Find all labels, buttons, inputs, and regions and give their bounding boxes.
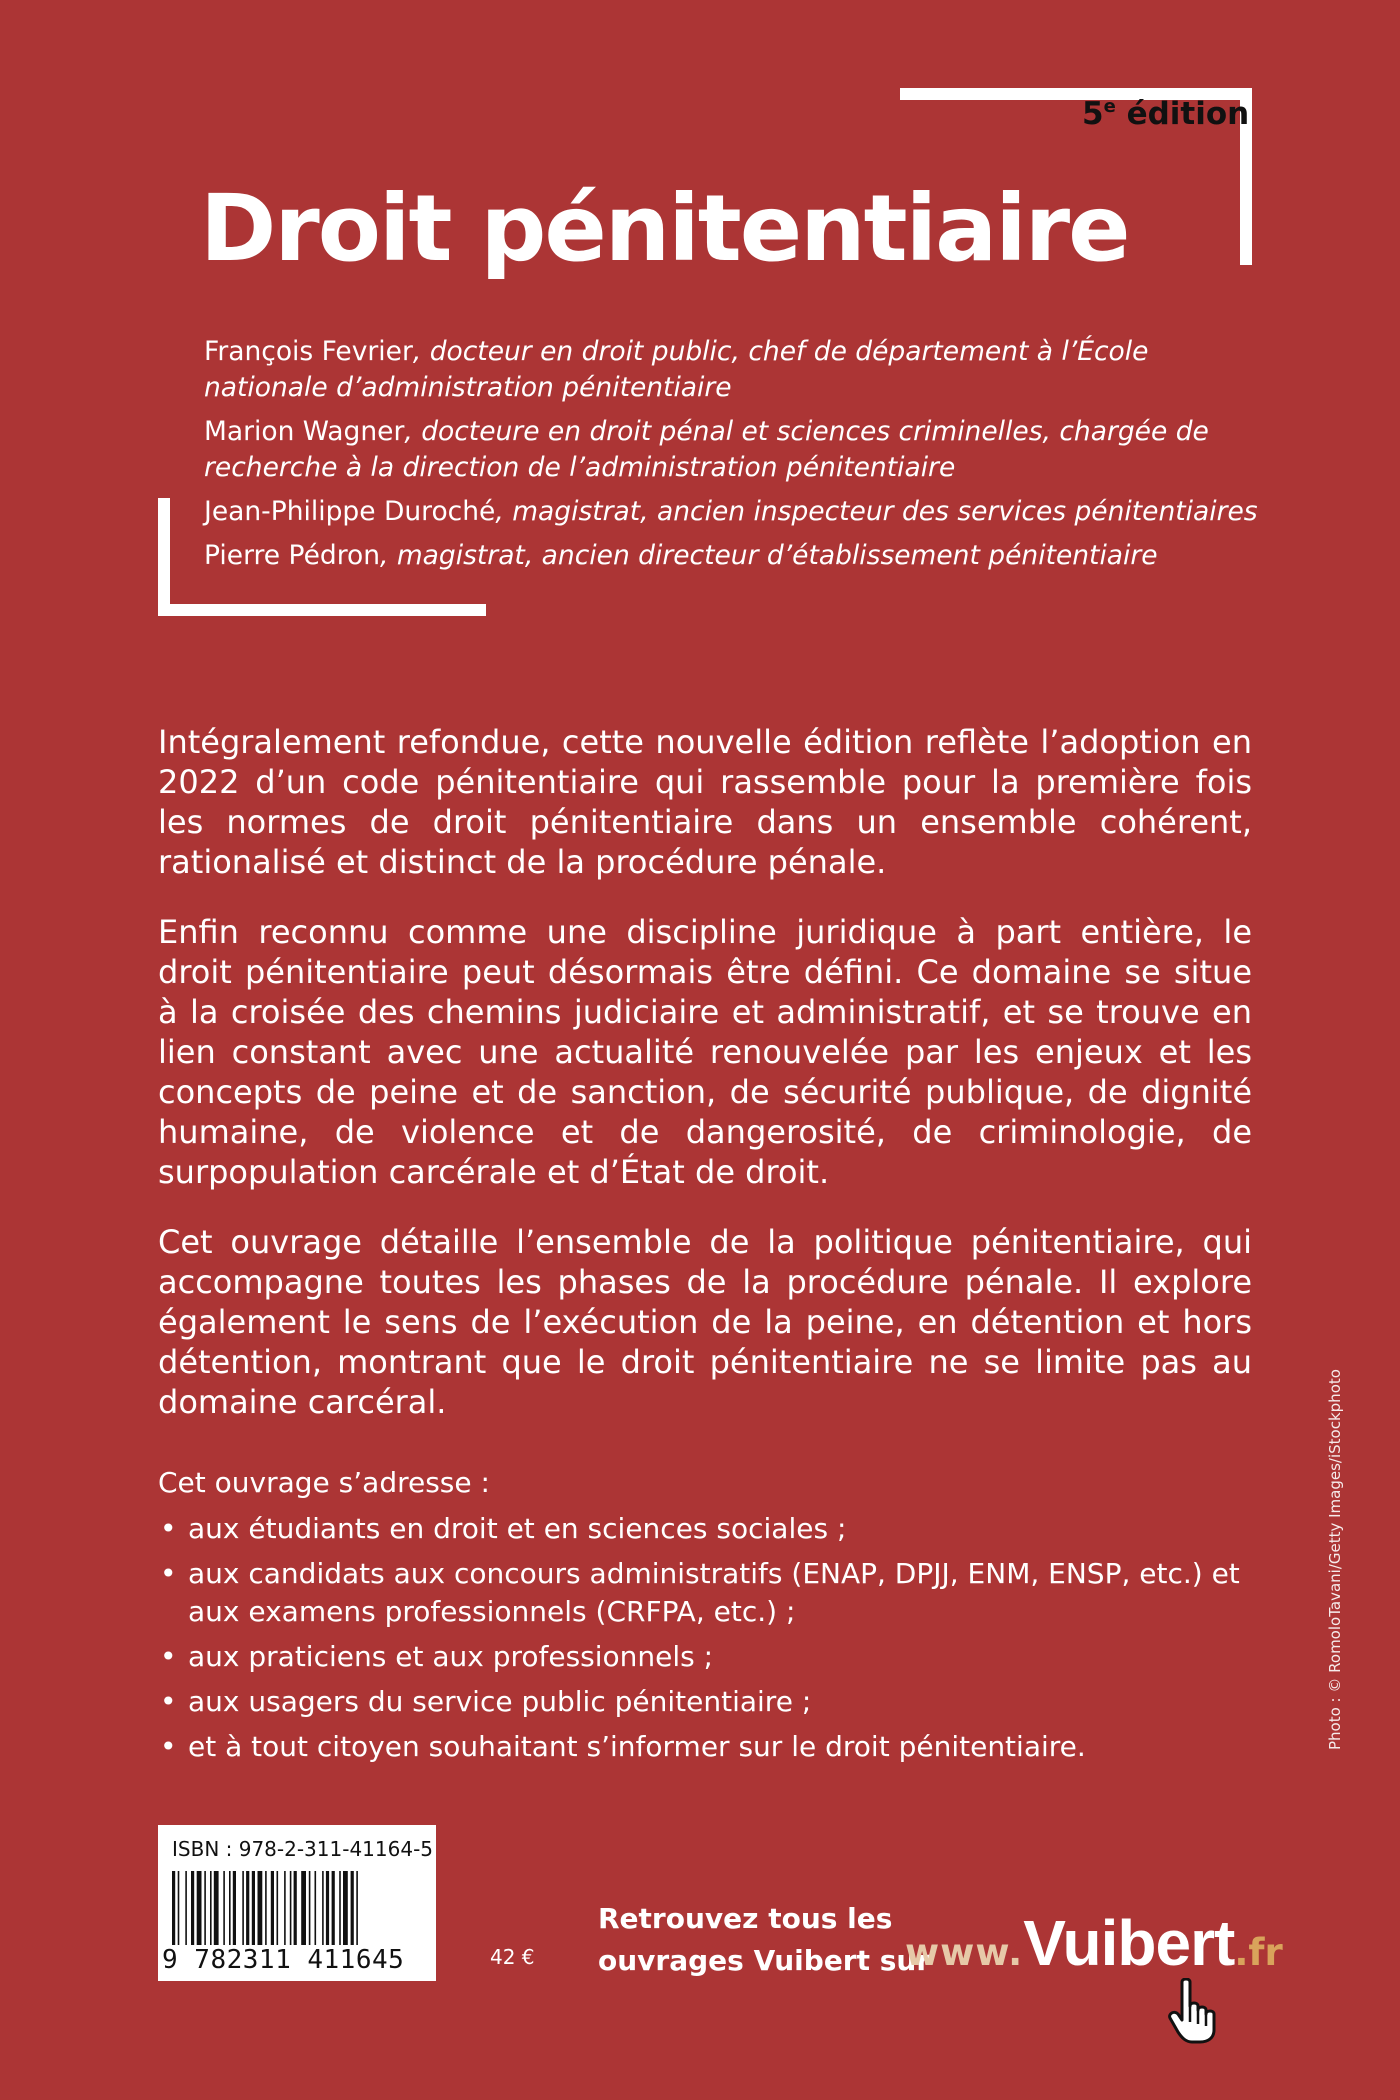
isbn-label: ISBN : 978-2-311-41164-5	[172, 1837, 434, 1861]
list-item-text: aux étudiants en droit et en sciences sociales ;	[188, 1512, 847, 1545]
author-entry	[204, 334, 1264, 406]
author-role: , docteure en droit pénal et sciences criminelles, chargée de recherche à la direction de l’administration pénitentiaire	[204, 416, 1209, 483]
promo-line: Retrouvez tous les	[598, 1902, 893, 1935]
url-prefix: www.	[905, 1931, 1024, 1974]
list-item-text: aux praticiens et aux professionnels ;	[188, 1640, 714, 1673]
edition-suffix: e	[1103, 96, 1116, 117]
bullet-icon: •	[160, 1557, 177, 1590]
url-tld: .fr	[1234, 1931, 1283, 1974]
barcode-icon	[172, 1871, 422, 1945]
author-name: Jean-Philippe Duroché	[204, 496, 496, 527]
edition-label	[1082, 96, 1249, 132]
audience-list	[158, 1510, 1258, 1766]
author-role: , docteur en droit public, chef de département à l’École nationale d’administration pénitentiaire	[204, 336, 1149, 403]
vuibert-logo: Vuibert	[1023, 1907, 1235, 1979]
author-role: , magistrat, ancien inspecteur des services pénitentiaires	[495, 496, 1258, 527]
list-item	[158, 1728, 1258, 1766]
list-item	[158, 1638, 1258, 1676]
list-item	[158, 1555, 1258, 1631]
author-entry	[204, 494, 1264, 530]
list-item	[158, 1683, 1258, 1721]
author-name: Marion Wagner	[204, 416, 405, 447]
authors-list	[204, 334, 1264, 582]
isbn-barcode-block	[158, 1825, 436, 1981]
list-item-text: aux usagers du service public pénitentiaire ;	[188, 1685, 812, 1718]
photo-credit: Photo : © RomoloTavani/Getty Images/iStockphoto	[1326, 1369, 1344, 1750]
promo-line: ouvrages Vuibert sur	[598, 1944, 931, 1977]
bullet-icon: •	[160, 1730, 177, 1763]
bullet-icon: •	[160, 1685, 177, 1718]
bullet-icon: •	[160, 1640, 177, 1673]
description-paragraph: Intégralement refondue, cette nouvelle édition reflète l’adoption en 2022 d’un code pénitentiaire qui rassemble pour la première fois les normes de droit pénitentiaire dans un ensemble cohérent, rationalisé et distinct de la procédure pénale.	[158, 723, 1252, 881]
edition-word: édition	[1115, 96, 1250, 132]
list-item-text: et à tout citoyen souhaitant s’informer sur le droit pénitentiaire.	[188, 1730, 1086, 1763]
description-paragraph: Enfin reconnu comme une discipline juridique à part entière, le droit pénitentiaire peut désormais être défini. Ce domaine se situe à la croisée des chemins judiciaire et administratif, et se trouve en lien constant avec une actualité renouvelée par les enjeux et les concepts de peine et de sanction, de sécurité publique, de dignité humaine, de violence et de dangerosité, de criminologie, de surpopulation carcérale et d’État de droit.	[158, 913, 1252, 1191]
vuibert-website-link[interactable]	[905, 1906, 1283, 1980]
audience-intro: Cet ouvrage s’adresse :	[158, 1466, 490, 1499]
price: 42 €	[490, 1945, 535, 1969]
list-item-text: aux candidats aux concours administratifs (ENAP, DPJJ, ENM, ENSP, etc.) et aux examens professionnels (CRFPA, etc.) ;	[188, 1557, 1240, 1628]
author-entry	[204, 414, 1264, 486]
author-name: Pierre Pédron	[204, 540, 381, 571]
author-entry	[204, 538, 1264, 574]
edition-number: 5	[1082, 96, 1104, 132]
authors-frame-bottom	[158, 604, 486, 616]
audience-section	[158, 1464, 1258, 1773]
bullet-icon: •	[160, 1512, 177, 1545]
author-role: , magistrat, ancien directeur d’établissement pénitentiaire	[380, 540, 1158, 571]
list-item	[158, 1510, 1258, 1548]
description	[158, 722, 1252, 1452]
promo-text	[598, 1898, 930, 1982]
book-title: Droit pénitentiaire	[200, 175, 1129, 282]
author-name: François Fevrier	[204, 336, 413, 367]
isbn-digits: 9 782311 411645	[162, 1945, 405, 1975]
authors-frame-left	[158, 498, 170, 616]
description-paragraph: Cet ouvrage détaille l’ensemble de la politique pénitentiaire, qui accompagne toutes les phases de la procédure pénale. Il explore également le sens de l’exécution de la peine, en détention et hors détention, montrant que le droit pénitentiaire ne se limite pas au domaine carcéral.	[158, 1223, 1252, 1421]
pointing-hand-icon	[1168, 1978, 1224, 2044]
